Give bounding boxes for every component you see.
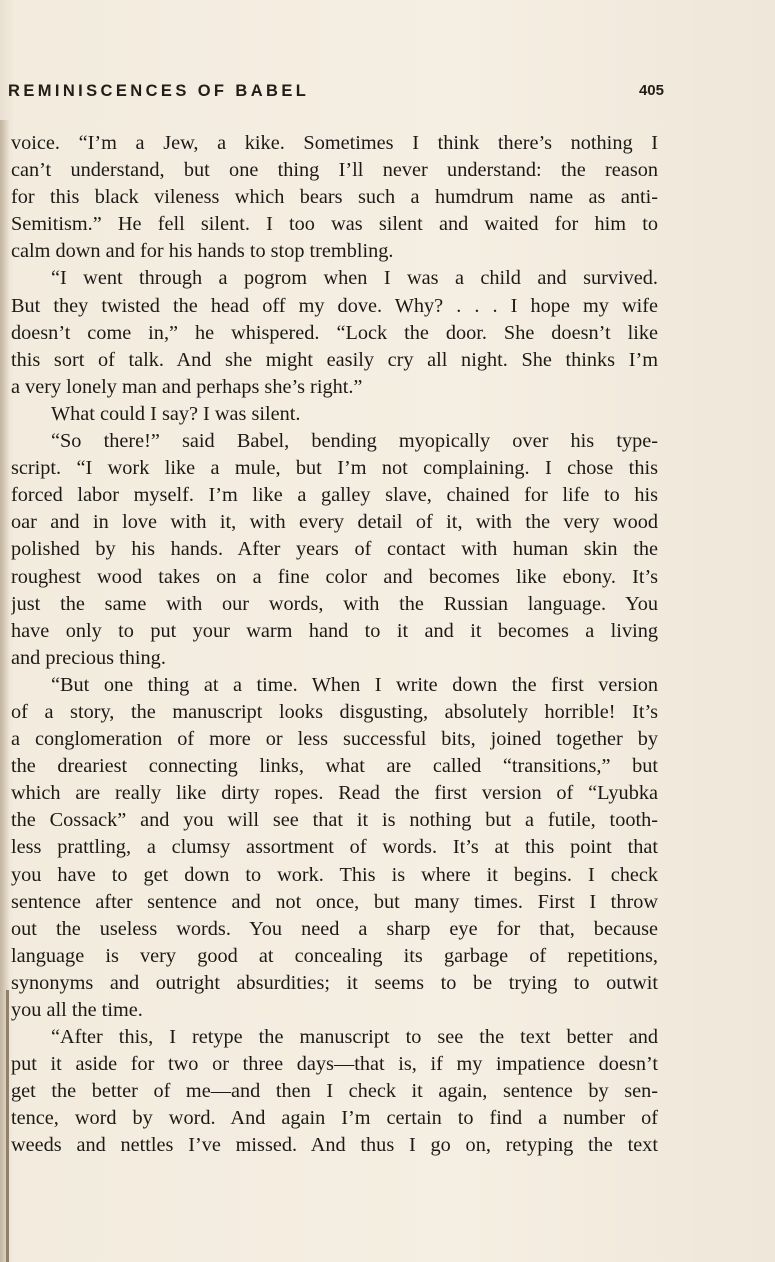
text-line: polished by his hands. After years of contact with human skin the bbox=[11, 538, 658, 561]
text-line: script. “I work like a mule, but I’m not complaining. I chose this bbox=[11, 457, 658, 480]
text-line: out the useless words. You need a sharp eye for that, because bbox=[11, 917, 658, 940]
page-number: 405 bbox=[638, 82, 664, 99]
text-line: for this black vileness which bears such a humdrum name as anti- bbox=[11, 186, 658, 209]
text-line: get the better of me—and then I check it again, sentence by sen- bbox=[11, 1080, 658, 1103]
text-line: less prattling, a clumsy assortment of words. It’s at this point that bbox=[11, 836, 658, 859]
text-line: “I went through a pogrom when I was a child and survived. bbox=[51, 267, 658, 290]
text-line: What could I say? I was silent. bbox=[51, 402, 301, 425]
text-line: this sort of talk. And she might easily cry all night. She thinks I’m bbox=[11, 348, 658, 371]
text-line: roughest wood takes on a fine color and becomes like ebony. It’s bbox=[11, 565, 658, 588]
text-line: just the same with our words, with the Russian language. You bbox=[11, 592, 658, 615]
body-text bbox=[11, 130, 658, 1160]
text-line: and precious thing. bbox=[11, 646, 166, 669]
text-line: put it aside for two or three days—that is, if my impatience doesn’t bbox=[11, 1053, 658, 1076]
text-line: forced labor myself. I’m like a galley slave, chained for life to his bbox=[11, 484, 658, 507]
text-line: weeds and nettles I’ve missed. And thus I go on, retyping the text bbox=[11, 1134, 658, 1157]
text-line: can’t understand, but one thing I’ll never understand: the reason bbox=[11, 159, 658, 182]
text-line: “After this, I retype the manuscript to see the text better and bbox=[51, 1026, 658, 1049]
text-line: a conglomeration of more or less successful bits, joined together by bbox=[11, 728, 658, 751]
running-head bbox=[8, 82, 664, 112]
text-line: the Cossack” and you will see that it is nothing but a futile, tooth- bbox=[11, 809, 658, 832]
text-line: tence, word by word. And again I’m certain to find a number of bbox=[11, 1107, 658, 1130]
text-line: Semitism.” He fell silent. I too was silent and waited for him to bbox=[11, 213, 658, 236]
text-line: “So there!” said Babel, bending myopically over his type- bbox=[51, 430, 658, 453]
text-line: voice. “I’m a Jew, a kike. Sometimes I think there’s nothing I bbox=[11, 132, 658, 154]
text-line: of a story, the manuscript looks disgusting, absolutely horrible! It’s bbox=[11, 700, 658, 723]
running-title: REMINISCENCES OF BABEL bbox=[8, 82, 310, 100]
text-line: synonyms and outright absurdities; it seems to be trying to outwit bbox=[11, 971, 658, 994]
text-line: you have to get down to work. This is where it begins. I check bbox=[11, 863, 658, 886]
text-line: “But one thing at a time. When I write down the first version bbox=[51, 673, 658, 696]
text-line: the dreariest connecting links, what are called “transitions,” but bbox=[11, 755, 658, 778]
text-line: have only to put your warm hand to it and it becomes a living bbox=[11, 619, 658, 642]
text-line: doesn’t come in,” he whispered. “Lock the door. She doesn’t like bbox=[11, 321, 658, 344]
text-line: you all the time. bbox=[11, 999, 143, 1021]
gutter-edge bbox=[6, 990, 9, 1262]
text-line: which are really like dirty ropes. Read the first version of “Lyubka bbox=[11, 782, 658, 805]
text-line: But they twisted the head off my dove. Why? . . . I hope my wife bbox=[11, 294, 658, 317]
text-line: calm down and for his hands to stop trembling. bbox=[11, 240, 394, 263]
text-line: a very lonely man and perhaps she’s right.” bbox=[11, 375, 363, 398]
text-line: oar and in love with it, with every detail of it, with the very wood bbox=[11, 511, 658, 534]
text-line: sentence after sentence and not once, but many times. First I throw bbox=[11, 890, 658, 913]
text-line: language is very good at concealing its garbage of repetitions, bbox=[11, 944, 658, 967]
